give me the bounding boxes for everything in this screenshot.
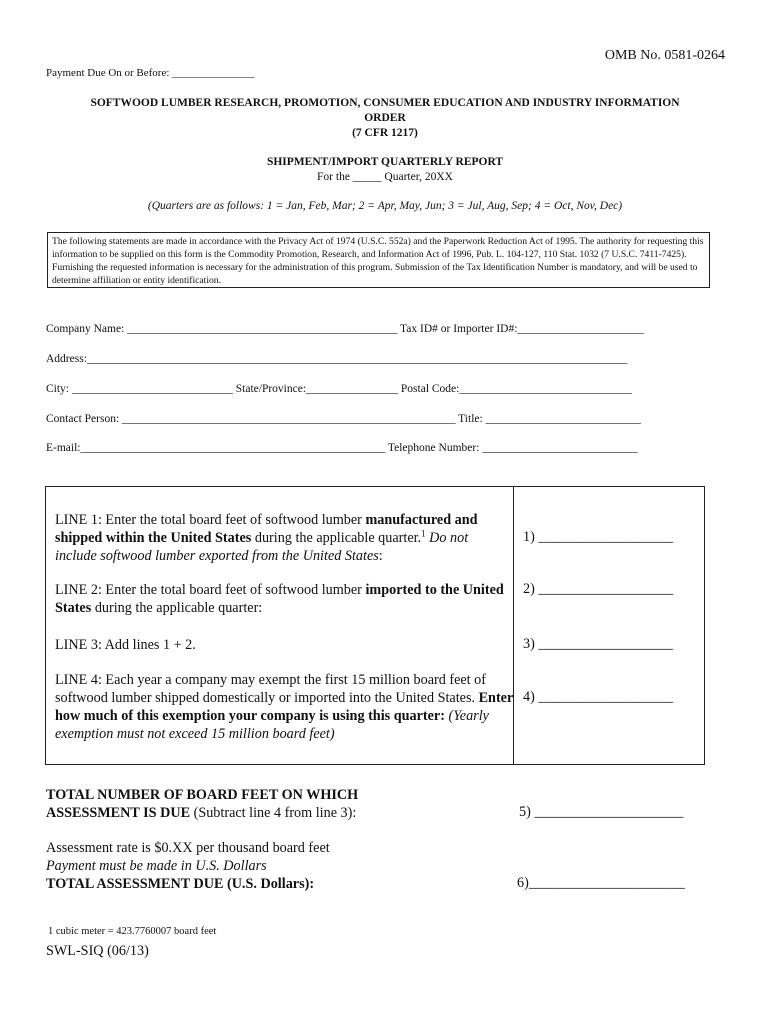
line-2-text-a: LINE 2: Enter the total board feet of softwood lumber	[55, 582, 366, 598]
assessment-due-bold: ASSESSMENT IS DUE	[46, 805, 191, 821]
line-1-text-a: LINE 1: Enter the total board feet of softwood lumber	[55, 512, 366, 528]
board-feet-lines-box	[45, 486, 705, 765]
address-field[interactable]: Address:______________________________________________________________________________________________	[46, 353, 628, 365]
privacy-statement-text: The following statements are made in accordance with the Privacy Act of 1974 (U.S.C. 552a) and the Paperwork Reduction Act of 1995. The authority for requesting this information to be supplied on this form is the Commodity Promotion, Research, and Information Act of 1996, Pub. L. 104-127, 110 Stat. 1032 (7 U.S.C. 7411-7425). Furnishing the requested information is necessary for the administration of this program. Submission of the Tax Identification Number is mandatory, and will be used to determine affiliation or entity identification.	[52, 236, 704, 286]
email-phone-field[interactable]: E-mail:_____________________________________________________ Telephone Number: ___________________________	[46, 442, 638, 454]
payment-currency-note: Payment must be made in U.S. Dollars	[46, 858, 267, 874]
line-2-text-c: during the applicable quarter:	[91, 600, 263, 616]
form-id: SWL-SIQ (06/13)	[46, 943, 149, 959]
payment-due-field[interactable]: Payment Due On or Before: _______________	[46, 67, 255, 79]
line-1-text-colon: :	[378, 548, 383, 564]
assessment-rate-text: Assessment rate is $0.XX per thousand board feet	[46, 840, 330, 856]
total-assessment-due-label: TOTAL ASSESSMENT DUE (U.S. Dollars):	[46, 876, 315, 892]
report-title: SHIPMENT/IMPORT QUARTERLY REPORT	[266, 156, 504, 168]
privacy-statement-box	[47, 232, 710, 288]
line-1-instructions	[55, 511, 513, 565]
line-4-text-a: LINE 4: Each year a company may exempt the first 15 million board feet of softwood lumber shipped domestically or imported into the United States.	[55, 672, 486, 706]
line-2-instructions	[55, 581, 513, 617]
quarters-note: (Quarters are as follows: 1 = Jan, Feb, Mar; 2 = Apr, May, Jun; 3 = Jul, Aug, Sep; 4 = Oct, Nov, Dec)	[147, 200, 623, 212]
total-board-feet-heading: TOTAL NUMBER OF BOARD FEET ON WHICH	[46, 787, 359, 803]
line-3-instructions: LINE 3: Add lines 1 + 2.	[55, 637, 196, 653]
line-1-answer-field[interactable]: 1) ___________________	[523, 529, 674, 545]
line-6-answer-field[interactable]: 6)______________________	[517, 875, 685, 891]
conversion-footnote: 1 cubic meter = 423.7760007 board feet	[48, 926, 217, 937]
omb-number: OMB No. 0581-0264	[604, 48, 725, 63]
city-state-postal-field[interactable]: City: ____________________________ State/Province:________________ Postal Code:______________________________	[46, 383, 632, 395]
column-divider	[513, 487, 514, 764]
line-4-text-bold: Enter how much of this exemption your company is using this quarter:	[55, 690, 514, 724]
line-4-text-italic: (Yearly exemption must not exceed 15 million board feet)	[55, 708, 489, 742]
assessment-due-label	[46, 804, 356, 822]
line-2-text-bold: imported to the United States	[55, 582, 504, 616]
form-title-cfr: (7 CFR 1217)	[352, 127, 418, 139]
assessment-due-rest: (Subtract line 4 from line 3):	[190, 805, 357, 821]
contact-title-field[interactable]: Contact Person: __________________________________________________________ Title: ___________________________	[46, 413, 641, 425]
line-4-instructions	[55, 671, 513, 743]
line-1-text-c: during the applicable quarter.	[251, 530, 422, 546]
company-name-field[interactable]: Company Name: _______________________________________________ Tax ID# or Importer ID#:______________________	[46, 323, 644, 335]
form-title-line-2: ORDER	[364, 112, 406, 124]
line-1-text-bold: manufactured and shipped within the United States	[55, 512, 478, 546]
form-title-line-1: SOFTWOOD LUMBER RESEARCH, PROMOTION, CONSUMER EDUCATION AND INDUSTRY INFORMATION	[90, 97, 680, 109]
quarter-field[interactable]: For the _____ Quarter, 20XX	[317, 171, 453, 183]
line-2-answer-field[interactable]: 2) ___________________	[523, 581, 674, 597]
footnote-marker: 1	[421, 528, 426, 539]
line-4-answer-field[interactable]: 4) ___________________	[523, 689, 674, 705]
line-5-answer-field[interactable]: 5) _____________________	[519, 804, 684, 820]
line-1-text-italic: Do not include softwood lumber exported from the United States	[55, 530, 469, 564]
line-3-answer-field[interactable]: 3) ___________________	[523, 636, 674, 652]
